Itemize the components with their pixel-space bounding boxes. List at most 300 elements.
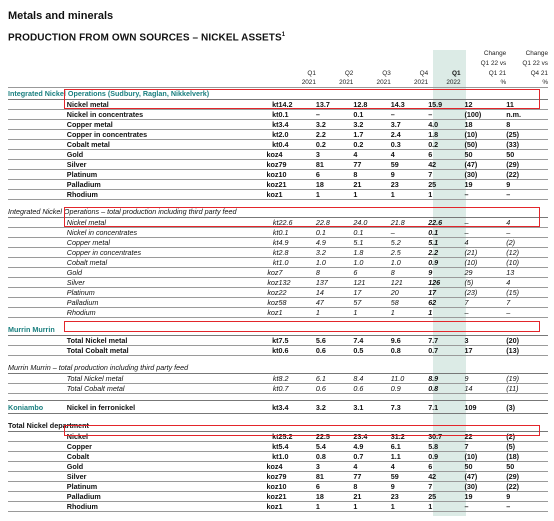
value-q1-2022: 7 bbox=[428, 170, 464, 180]
indent bbox=[8, 308, 67, 318]
value-cell: 5.1 bbox=[353, 238, 390, 248]
row-unit: kt bbox=[236, 336, 279, 346]
indent bbox=[8, 190, 67, 200]
value-cell: 137 bbox=[316, 278, 353, 288]
value-cell: 79 bbox=[279, 472, 316, 482]
row-label: Platinum bbox=[67, 170, 236, 180]
table-row bbox=[8, 130, 548, 140]
row-label: Cobalt metal bbox=[67, 140, 236, 150]
value-cell: 21 bbox=[279, 180, 316, 190]
value-cell: (19) bbox=[506, 374, 548, 384]
value-cell: (47) bbox=[465, 160, 507, 170]
column-header-q4-2021 bbox=[391, 58, 428, 68]
value-cell: 9 bbox=[506, 492, 548, 502]
value-q1-2022: 0.8 bbox=[428, 384, 464, 394]
page-title: Metals and minerals bbox=[8, 10, 114, 22]
value-cell: – bbox=[465, 228, 507, 238]
column-header-q1-2022: Q1 bbox=[452, 70, 461, 77]
column-header-q1-2021: Q1 bbox=[307, 70, 316, 77]
header-blank bbox=[67, 68, 236, 78]
value-cell: 9.6 bbox=[391, 336, 428, 346]
value-cell: (29) bbox=[506, 160, 548, 170]
value-cell: 3.2 bbox=[316, 401, 353, 414]
value-cell: – bbox=[391, 110, 428, 120]
value-q1-2022: – bbox=[428, 110, 464, 120]
row-label: Copper metal bbox=[67, 238, 236, 248]
value-cell: 1.1 bbox=[391, 452, 428, 462]
row-unit: kt bbox=[236, 218, 279, 228]
section-row-murrin-total bbox=[8, 362, 548, 374]
value-q1-2022: 6 bbox=[428, 150, 464, 160]
value-cell: 0.6 bbox=[353, 384, 390, 394]
value-cell: 7 bbox=[506, 298, 548, 308]
value-cell: 0.2 bbox=[353, 140, 390, 150]
header-blank bbox=[8, 58, 67, 68]
spacer bbox=[8, 394, 548, 401]
row-label: Cobalt bbox=[67, 452, 236, 462]
value-cell: 0.8 bbox=[316, 452, 353, 462]
value-cell: 3.2 bbox=[353, 120, 390, 130]
value-cell: 81 bbox=[316, 160, 353, 170]
indent bbox=[8, 140, 67, 150]
column-header-chg-q4: % bbox=[506, 78, 548, 88]
header-blank bbox=[67, 58, 236, 68]
footnote-marker: 1 bbox=[281, 32, 286, 38]
value-cell: 18 bbox=[316, 180, 353, 190]
value-q1-2022: 62 bbox=[428, 298, 464, 308]
row-unit: kt bbox=[236, 374, 279, 384]
value-cell: – bbox=[465, 502, 507, 512]
value-q1-2022: 126 bbox=[428, 278, 464, 288]
column-header-chg-q4: Q4 21 bbox=[530, 70, 548, 77]
value-cell: 0.1 bbox=[316, 228, 353, 238]
value-cell: 0.6 bbox=[316, 346, 353, 356]
row-unit: koz bbox=[236, 190, 279, 200]
row-unit: koz bbox=[236, 288, 279, 298]
value-cell: (33) bbox=[506, 140, 548, 150]
section-title: Total Nickel department bbox=[8, 420, 548, 432]
header-blank bbox=[8, 78, 67, 88]
value-cell: 5.2 bbox=[391, 238, 428, 248]
section-title: Koniambo bbox=[8, 401, 67, 414]
header-blank bbox=[8, 68, 67, 78]
column-header-q3-2021 bbox=[353, 58, 390, 68]
indent bbox=[8, 346, 67, 356]
value-q1-2022: 0.1 bbox=[428, 228, 464, 238]
table-row bbox=[8, 160, 548, 170]
value-cell: 4 bbox=[353, 150, 390, 160]
value-cell: 47 bbox=[316, 298, 353, 308]
value-cell: 2.5 bbox=[391, 248, 428, 258]
value-cell: 18 bbox=[316, 492, 353, 502]
value-cell: – bbox=[506, 190, 548, 200]
indent bbox=[8, 180, 67, 190]
value-cell: 8 bbox=[506, 120, 548, 130]
header-row bbox=[8, 58, 548, 68]
value-cell: (10) bbox=[506, 258, 548, 268]
value-cell: 8 bbox=[316, 268, 353, 278]
value-cell: (15) bbox=[506, 288, 548, 298]
value-cell: – bbox=[506, 228, 548, 238]
indent bbox=[8, 452, 67, 462]
value-cell: 7.3 bbox=[391, 401, 428, 414]
value-q1-2022: 2.2 bbox=[428, 248, 464, 258]
value-cell: (2) bbox=[506, 238, 548, 248]
column-header-q4-2021: Q4 bbox=[419, 70, 429, 77]
value-cell: 7 bbox=[279, 268, 316, 278]
value-cell: 2.4 bbox=[391, 130, 428, 140]
highlight-box-ino-total-nickel bbox=[64, 207, 540, 227]
value-cell: 5.4 bbox=[279, 442, 316, 452]
value-cell: 14 bbox=[465, 384, 507, 394]
value-q1-2022: 30.7 bbox=[428, 432, 464, 442]
value-cell: 0.7 bbox=[279, 384, 316, 394]
indent bbox=[8, 374, 67, 384]
table-row bbox=[8, 150, 548, 160]
column-header-chg-q1: % bbox=[465, 78, 507, 88]
value-q1-2022: 0.9 bbox=[428, 258, 464, 268]
value-cell: 3 bbox=[316, 150, 353, 160]
value-cell: 8.2 bbox=[279, 374, 316, 384]
value-cell: 9 bbox=[506, 180, 548, 190]
value-cell: 1 bbox=[353, 190, 390, 200]
value-cell: (50) bbox=[465, 140, 507, 150]
value-cell: 31.2 bbox=[391, 432, 428, 442]
row-label: Platinum bbox=[67, 482, 236, 492]
value-cell: 6.1 bbox=[391, 442, 428, 452]
indent bbox=[8, 502, 67, 512]
value-cell: (23) bbox=[465, 288, 507, 298]
value-cell: 0.4 bbox=[279, 140, 316, 150]
table-title bbox=[8, 32, 285, 43]
column-header-q3-2021: Q3 bbox=[382, 70, 391, 77]
column-header-q2-2021 bbox=[316, 48, 353, 58]
value-q1-2022: 8.9 bbox=[428, 374, 464, 384]
value-q1-2022: 17 bbox=[428, 288, 464, 298]
row-label: Palladium bbox=[67, 298, 236, 308]
value-cell: (30) bbox=[465, 170, 507, 180]
value-cell: – bbox=[316, 110, 353, 120]
value-cell: 59 bbox=[391, 160, 428, 170]
row-label: Nickel in concentrates bbox=[67, 110, 236, 120]
column-header-chg-q1: Q1 21 bbox=[488, 70, 507, 77]
value-cell: 50 bbox=[465, 150, 507, 160]
value-cell: 12.8 bbox=[353, 100, 390, 110]
value-cell: 3.2 bbox=[316, 120, 353, 130]
row-label: Rhodium bbox=[67, 190, 236, 200]
value-q1-2022: 6 bbox=[428, 462, 464, 472]
value-cell: 1 bbox=[353, 308, 390, 318]
value-cell: – bbox=[465, 190, 507, 200]
value-cell: 22.5 bbox=[316, 432, 353, 442]
table-row bbox=[8, 346, 548, 356]
value-cell: 3.2 bbox=[316, 248, 353, 258]
row-unit: koz bbox=[236, 482, 279, 492]
table-row bbox=[8, 492, 548, 502]
value-cell: (22) bbox=[506, 482, 548, 492]
indent bbox=[8, 298, 67, 308]
value-q1-2022: 7.7 bbox=[428, 336, 464, 346]
value-q1-2022: 7.1 bbox=[428, 401, 464, 414]
table-row bbox=[8, 482, 548, 492]
value-cell: (5) bbox=[506, 442, 548, 452]
row-unit: kt bbox=[236, 346, 279, 356]
table-row bbox=[8, 170, 548, 180]
value-q1-2022: 1.8 bbox=[428, 130, 464, 140]
table-row bbox=[8, 502, 548, 512]
value-q1-2022: 0.2 bbox=[428, 140, 464, 150]
header-blank bbox=[236, 48, 279, 58]
indent bbox=[8, 228, 67, 238]
indent bbox=[8, 130, 67, 140]
value-cell: 24.0 bbox=[353, 218, 390, 228]
value-cell: 5.4 bbox=[316, 442, 353, 452]
row-label: Nickel metal bbox=[67, 218, 236, 228]
value-cell: 59 bbox=[391, 472, 428, 482]
value-cell: 1.0 bbox=[279, 258, 316, 268]
value-cell: 8 bbox=[353, 170, 390, 180]
value-cell: 23.4 bbox=[353, 432, 390, 442]
value-cell: 58 bbox=[279, 298, 316, 308]
column-header-q4-2021 bbox=[391, 48, 428, 58]
value-cell: 1.0 bbox=[353, 258, 390, 268]
column-header-q3-2021 bbox=[353, 48, 390, 58]
row-unit: koz bbox=[236, 502, 279, 512]
table-row bbox=[8, 472, 548, 482]
spacer-row bbox=[8, 394, 548, 401]
value-cell: (5) bbox=[465, 278, 507, 288]
column-header-q3-2021: 2021 bbox=[353, 78, 390, 88]
row-unit: koz bbox=[236, 308, 279, 318]
header-blank bbox=[67, 48, 236, 58]
row-unit: kt bbox=[236, 401, 279, 414]
value-cell: 50 bbox=[465, 462, 507, 472]
row-unit: koz bbox=[236, 180, 279, 190]
table-row bbox=[8, 180, 548, 190]
table-row bbox=[8, 228, 548, 238]
value-cell: 0.1 bbox=[279, 228, 316, 238]
value-q1-2022: 42 bbox=[428, 472, 464, 482]
row-label: Palladium bbox=[67, 492, 236, 502]
row-unit: koz bbox=[236, 150, 279, 160]
table-row bbox=[8, 462, 548, 472]
value-q1-2022: 9 bbox=[428, 268, 464, 278]
row-label: Nickel in ferronickel bbox=[67, 401, 236, 414]
row-label: Silver bbox=[67, 160, 236, 170]
value-cell: (2) bbox=[506, 432, 548, 442]
value-cell: 2.0 bbox=[279, 130, 316, 140]
column-header-q1-2021: 2021 bbox=[279, 78, 316, 88]
value-q1-2022: 1 bbox=[428, 308, 464, 318]
value-cell: 1.0 bbox=[279, 452, 316, 462]
table-row bbox=[8, 190, 548, 200]
row-unit: kt bbox=[236, 228, 279, 238]
table-row bbox=[8, 288, 548, 298]
indent bbox=[8, 268, 67, 278]
value-q1-2022: 5.8 bbox=[428, 442, 464, 452]
value-cell: 7 bbox=[465, 298, 507, 308]
table-title-text: PRODUCTION FROM OWN SOURCES – NICKEL ASSETS bbox=[8, 32, 282, 44]
value-cell: – bbox=[506, 502, 548, 512]
row-unit: kt bbox=[236, 130, 279, 140]
row-label: Nickel metal bbox=[67, 100, 236, 110]
row-label: Copper in concentrates bbox=[67, 130, 236, 140]
row-unit: kt bbox=[236, 384, 279, 394]
indent bbox=[8, 336, 67, 346]
value-cell: 0.6 bbox=[279, 346, 316, 356]
value-cell: 8 bbox=[353, 482, 390, 492]
value-cell: 1 bbox=[391, 308, 428, 318]
table-row bbox=[8, 384, 548, 394]
value-cell: 4.9 bbox=[279, 238, 316, 248]
value-q1-2022: 42 bbox=[428, 160, 464, 170]
value-cell: 6 bbox=[316, 170, 353, 180]
value-cell: 0.9 bbox=[391, 384, 428, 394]
row-unit: koz bbox=[236, 160, 279, 170]
value-cell: 5.6 bbox=[316, 336, 353, 346]
value-cell: 29 bbox=[465, 268, 507, 278]
column-header-q2-2021: 2021 bbox=[316, 78, 353, 88]
indent bbox=[8, 278, 67, 288]
row-unit: kt bbox=[236, 140, 279, 150]
value-cell: 7.5 bbox=[279, 336, 316, 346]
row-label: Gold bbox=[67, 268, 236, 278]
column-header-q1-2022 bbox=[428, 48, 464, 58]
value-cell: 2.2 bbox=[316, 130, 353, 140]
value-cell: 11.0 bbox=[391, 374, 428, 384]
table-row bbox=[8, 110, 548, 120]
highlight-box-total-nickel bbox=[64, 425, 540, 436]
row-label: Total Nickel metal bbox=[67, 374, 236, 384]
value-q1-2022: 22.6 bbox=[428, 218, 464, 228]
value-cell: 3.4 bbox=[279, 401, 316, 414]
value-cell: 57 bbox=[353, 298, 390, 308]
value-cell: 1.0 bbox=[391, 258, 428, 268]
row-unit: koz bbox=[236, 472, 279, 482]
row-unit: koz bbox=[236, 170, 279, 180]
value-cell: 4 bbox=[465, 238, 507, 248]
value-cell: 77 bbox=[353, 160, 390, 170]
value-cell: 9 bbox=[391, 482, 428, 492]
value-cell: 1.0 bbox=[316, 258, 353, 268]
value-q1-2022: 0.7 bbox=[428, 346, 464, 356]
value-cell: 22.8 bbox=[316, 218, 353, 228]
value-cell: 21 bbox=[353, 492, 390, 502]
table-row bbox=[8, 120, 548, 130]
highlight-box-ino-nickel bbox=[64, 89, 540, 109]
value-cell: – bbox=[465, 308, 507, 318]
column-header-chg-q1: Change bbox=[483, 50, 507, 57]
row-label: Rhodium bbox=[67, 502, 236, 512]
header-row bbox=[8, 48, 548, 58]
table-row bbox=[8, 140, 548, 150]
value-cell: 12 bbox=[465, 100, 507, 110]
value-cell: (100) bbox=[465, 110, 507, 120]
section-title: Integrated Nickel Operations (Sudbury, Raglan, Nikkelverk) bbox=[8, 88, 548, 100]
value-cell: 58 bbox=[391, 298, 428, 308]
row-unit: kt bbox=[236, 258, 279, 268]
table-row bbox=[8, 452, 548, 462]
value-cell: 20 bbox=[391, 288, 428, 298]
row-unit: kt bbox=[236, 248, 279, 258]
value-cell: 1 bbox=[316, 502, 353, 512]
value-cell: 121 bbox=[391, 278, 428, 288]
value-cell: 10 bbox=[279, 170, 316, 180]
indent bbox=[8, 248, 67, 258]
value-cell: 0.1 bbox=[279, 110, 316, 120]
value-cell: 4 bbox=[391, 462, 428, 472]
value-cell: (18) bbox=[506, 452, 548, 462]
row-label: Silver bbox=[67, 278, 236, 288]
row-label: Nickel bbox=[67, 432, 236, 442]
row-unit: kt bbox=[236, 100, 279, 110]
table-row bbox=[8, 442, 548, 452]
value-q1-2022: 4.0 bbox=[428, 120, 464, 130]
row-label: Copper bbox=[67, 442, 236, 452]
table-row bbox=[8, 248, 548, 258]
value-cell: 4 bbox=[353, 462, 390, 472]
value-cell: 22 bbox=[279, 288, 316, 298]
row-label: Platinum bbox=[67, 288, 236, 298]
value-cell: 7 bbox=[465, 442, 507, 452]
section-title: Murrin Murrin bbox=[8, 324, 548, 336]
table-row bbox=[8, 374, 548, 384]
value-cell: 7.4 bbox=[353, 336, 390, 346]
value-cell: 0.1 bbox=[353, 228, 390, 238]
indent bbox=[8, 482, 67, 492]
value-cell: 8.4 bbox=[353, 374, 390, 384]
value-cell: 50 bbox=[506, 462, 548, 472]
value-cell: 77 bbox=[353, 472, 390, 482]
indent bbox=[8, 472, 67, 482]
koniambo-row bbox=[8, 401, 548, 414]
value-q1-2022: 15.9 bbox=[428, 100, 464, 110]
row-label: Nickel in concentrates bbox=[67, 228, 236, 238]
indent bbox=[8, 432, 67, 442]
value-cell: (12) bbox=[506, 248, 548, 258]
row-unit: koz bbox=[236, 462, 279, 472]
value-cell: 109 bbox=[465, 401, 507, 414]
row-unit: kt bbox=[236, 110, 279, 120]
value-cell: 18 bbox=[465, 120, 507, 130]
value-cell: 17 bbox=[353, 288, 390, 298]
indent bbox=[8, 462, 67, 472]
value-cell: 9 bbox=[391, 170, 428, 180]
value-cell: 23 bbox=[391, 180, 428, 190]
value-cell: 0.2 bbox=[316, 140, 353, 150]
value-cell: 0.1 bbox=[353, 110, 390, 120]
value-cell: 3 bbox=[465, 336, 507, 346]
value-cell: 1 bbox=[279, 190, 316, 200]
value-cell: 14 bbox=[316, 288, 353, 298]
row-label: Gold bbox=[67, 150, 236, 160]
indent bbox=[8, 218, 67, 228]
highlight-box-murrin-nickel bbox=[64, 321, 540, 332]
value-cell: 132 bbox=[279, 278, 316, 288]
value-cell: 4 bbox=[506, 278, 548, 288]
row-label: Cobalt metal bbox=[67, 258, 236, 268]
value-cell: 3.1 bbox=[353, 401, 390, 414]
value-cell: 23 bbox=[391, 492, 428, 502]
column-header-chg-q4: Change bbox=[525, 50, 548, 57]
value-cell: 25.2 bbox=[279, 432, 316, 442]
row-label: Palladium bbox=[67, 180, 236, 190]
value-cell: 4.9 bbox=[353, 442, 390, 452]
value-q1-2022: 25 bbox=[428, 492, 464, 502]
production-table bbox=[8, 48, 548, 512]
row-unit: kt bbox=[236, 452, 279, 462]
value-cell: 21 bbox=[279, 492, 316, 502]
